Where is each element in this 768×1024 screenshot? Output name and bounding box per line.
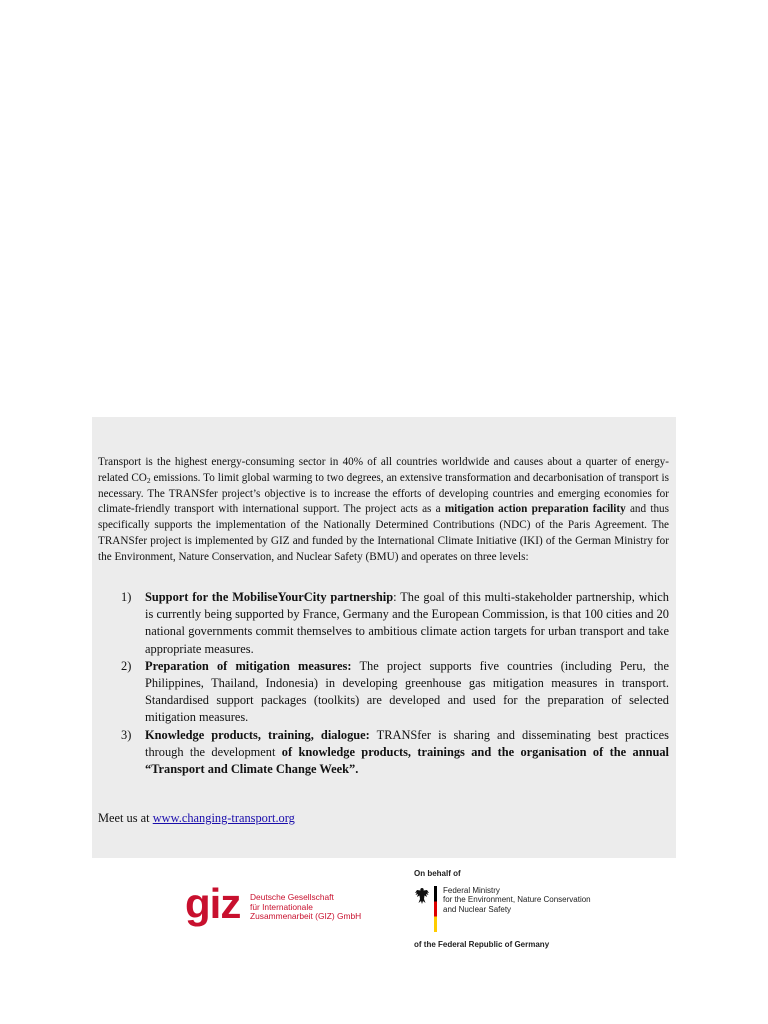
german-flag-bar	[434, 886, 437, 932]
ministry-line: for the Environment, Nature Conservation	[443, 895, 591, 905]
meet-prefix: Meet us at	[98, 811, 153, 825]
meet-us-line	[98, 810, 295, 827]
intro-bold-term: mitigation action preparation facility	[444, 503, 626, 516]
list-item	[98, 727, 669, 779]
list-item-title: Preparation of mitigation measures:	[145, 658, 352, 673]
ministry-line: Federal Ministry	[443, 886, 500, 895]
giz-name-line: für Internationale	[250, 901, 313, 912]
list-number: 1)	[121, 590, 132, 604]
giz-name-line: Zusammenarbeit (GIZ) GmbH	[250, 911, 362, 922]
co2-subscript: 2	[146, 475, 151, 485]
list-number: 3)	[121, 727, 132, 742]
giz-wordmark: giz	[185, 880, 241, 927]
list-item-title: Support for the MobiliseYourCity partnership	[145, 590, 394, 604]
bmu-logo	[414, 869, 614, 954]
giz-name-text	[250, 893, 361, 922]
on-behalf-label: On behalf of	[414, 869, 461, 878]
republic-label: of the Federal Republic of Germany	[414, 940, 550, 949]
list-item-text: The project supports five countries (including Peru, the Philippines, Thailand, Indonesia) in developing greenhouse gas mitigation measures in transport. Standardised support packages (toolkits) are developed and used for the preparation of selected mitigation measures.	[145, 658, 669, 725]
intro-paragraph	[98, 455, 669, 566]
website-link[interactable]: www.changing-transport.org	[152, 811, 295, 825]
ministry-line: and Nuclear Safety	[443, 904, 512, 914]
intro-text-2: emissions. To limit global warming to two degrees, an extensive transformation and decarbonisation of transport is necessary. The TRANSfer project’s objective is to increase the efforts of developing countries and emerging economies for climate-friendly transport with international support. The project acts as a	[98, 471, 669, 516]
list-item-text: TRANSfer is sharing and disseminating best practices through the development	[145, 727, 670, 759]
giz-logo	[185, 881, 365, 931]
list-item-title: Knowledge products, training, dialogue:	[145, 727, 370, 742]
ministry-name	[443, 886, 591, 914]
giz-name-line: Deutsche Gesellschaft	[250, 892, 334, 902]
list-item-bold-tail: of knowledge products, trainings and the organisation of the annual “Transport and Climate Change Week”.	[145, 744, 670, 777]
federal-eagle-icon	[414, 887, 430, 905]
levels-list	[98, 589, 669, 778]
list-item-text: : The goal of this multi-stakeholder partnership, which is currently being supported by France, Germany and the European Commission, is that 100 cities and 20 national governments commit themselves to ambitious climate action targets for urban transport and take appropriate measures.	[145, 590, 670, 656]
list-item	[98, 658, 669, 727]
intro-text-1: Transport is the highest energy-consuming sector in 40% of all countries worldwide and causes about a quarter of energy-related CO	[98, 456, 669, 484]
list-item	[98, 589, 669, 658]
intro-text-3: and thus specifically supports the implementation of the Nationally Determined Contributions (NDC) of the Paris Agreement. The TRANSfer project is implemented by GIZ and funded by the International Climate Initiative (IKI) of the German Ministry for the Environment, Nature Conservation, and Nuclear Safety (BMU) and operates on three levels:	[98, 503, 669, 563]
list-number: 2)	[121, 658, 132, 673]
